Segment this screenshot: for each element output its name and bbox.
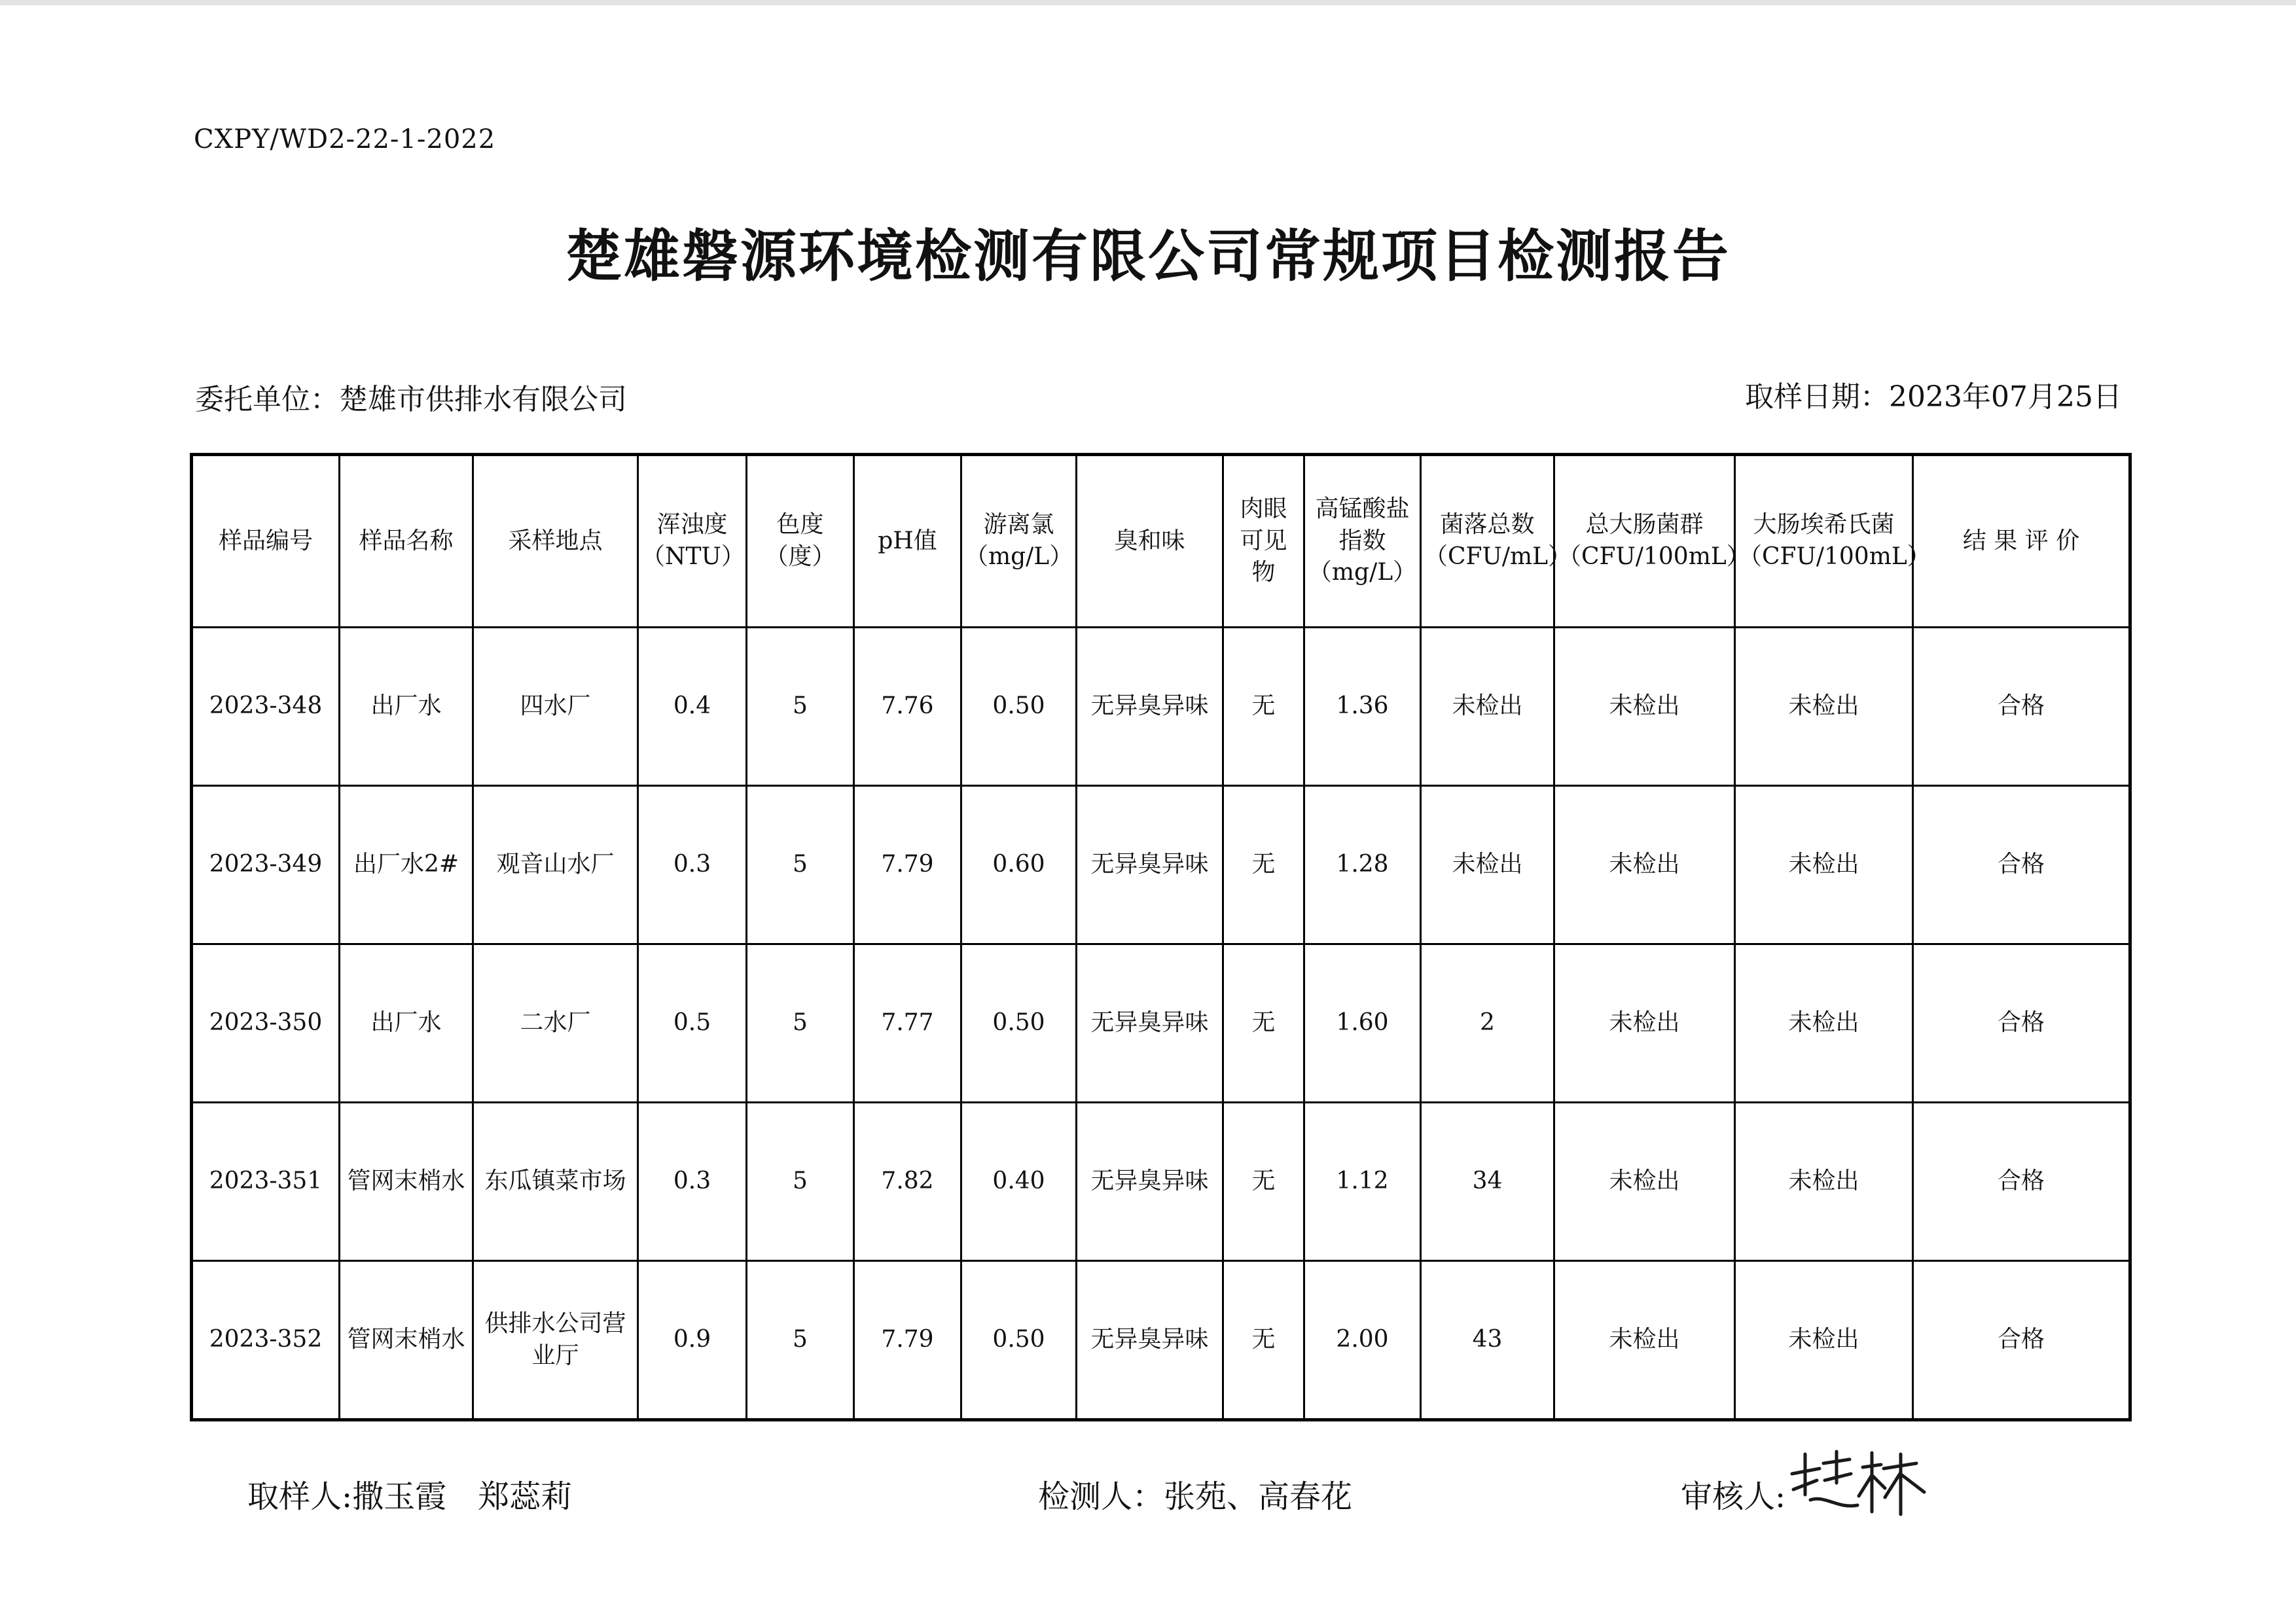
table-cell: 未检出 [1554,628,1735,786]
table-cell: 无异臭异味 [1077,628,1223,786]
table-cell: 0.50 [961,1261,1077,1420]
table-cell: 东瓜镇菜市场 [473,1103,638,1261]
tester: 检测人：张苑、高春花 [1038,1478,1353,1515]
column-header-text: 大肠埃希氏菌 [1753,511,1895,539]
column-header-text: 物 [1251,559,1276,586]
table-row [192,1103,2130,1261]
column-header-text: （CFU/100mL） [1558,543,1750,570]
table-cell: 无异臭异味 [1077,1261,1223,1420]
table-cell: 出厂水2# [340,786,473,944]
reviewer-label: 审核人: [1681,1478,1786,1515]
table-cell: 2023-349 [192,786,340,944]
table-cell: 1.36 [1304,628,1421,786]
column-header [638,455,747,628]
table-cell: 无 [1223,1103,1304,1261]
column-header [1304,455,1421,628]
top-rule [0,0,2296,5]
table-cell: 出厂水 [340,628,473,786]
report-title: 楚雄磐源环境检测有限公司常规项目检测报告 [565,223,1731,289]
table-cell: 无 [1223,628,1304,786]
table-cell: 34 [1421,1103,1554,1261]
table-row [192,786,2130,944]
column-header-text: （mg/L） [965,543,1073,570]
table-cell: 观音山水厂 [473,786,638,944]
table-cell: 2 [1421,944,1554,1103]
column-header [340,455,473,628]
table-cell: 1.28 [1304,786,1421,944]
table-cell: 无 [1223,786,1304,944]
table-cell: 未检出 [1554,1103,1735,1261]
column-header [473,455,638,628]
column-header-text: 采样地点 [508,527,603,554]
table-cell: 未检出 [1735,786,1913,944]
table-cell: 出厂水 [340,944,473,1103]
column-header-text: 样品编号 [218,527,313,554]
table-cell: 0.3 [638,1103,747,1261]
column-header [1421,455,1572,628]
table-row [192,944,2130,1103]
table-cell: 1.60 [1304,944,1421,1103]
table-cell: 0.40 [961,1103,1077,1261]
column-header-text: （mg/L） [1308,559,1417,586]
column-header-text: 可见 [1240,527,1287,554]
column-header-text: 臭和味 [1114,527,1185,554]
table-cell: 未检出 [1735,1261,1913,1420]
table-cell: 5 [747,786,854,944]
table-cell: 管网末梢水 [340,1103,473,1261]
column-header-text: 总大肠菌群 [1585,511,1704,539]
table-cell: 供排水公司营业厅 [473,1261,638,1420]
table-cell: 0.5 [638,944,747,1103]
column-header [854,455,961,628]
header-row [192,455,2130,628]
table-cell: 未检出 [1554,786,1735,944]
table-cell: 7.82 [854,1103,961,1261]
table-cell: 2023-351 [192,1103,340,1261]
table-row [192,1261,2130,1420]
table-cell: 合格 [1913,628,2130,786]
table-cell: 未检出 [1735,944,1913,1103]
table-cell: 无 [1223,1261,1304,1420]
table-cell: 2023-348 [192,628,340,786]
table-cell: 合格 [1913,944,2130,1103]
column-header-text: 肉眼 [1240,495,1287,523]
table-cell: 0.50 [961,628,1077,786]
table-row [192,628,2130,786]
table-cell: 2023-350 [192,944,340,1103]
table-cell: 无异臭异味 [1077,1103,1223,1261]
table-cell: 未检出 [1554,1261,1735,1420]
table-body [192,628,2130,1420]
column-header-text: （CFU/100mL） [1738,543,1931,570]
table-cell: 无异臭异味 [1077,944,1223,1103]
column-header-text: 样品名称 [359,527,454,554]
table-cell: 0.60 [961,786,1077,944]
column-header-text: （NTU） [641,543,745,570]
sampling-date: 取样日期：2023年07月25日 [1745,380,2122,414]
column-header [1913,455,2130,628]
reviewer-signature [1785,1449,1929,1521]
table-cell: 未检出 [1735,1103,1913,1261]
table-cell: 二水厂 [473,944,638,1103]
table-cell: 7.79 [854,1261,961,1420]
results-table [190,453,2132,1421]
table-cell: 无异臭异味 [1077,786,1223,944]
table-cell: 2.00 [1304,1261,1421,1420]
column-header-text: （CFU/mL） [1424,543,1572,570]
table-cell: 合格 [1913,786,2130,944]
table-cell: 0.50 [961,944,1077,1103]
column-header-text: pH值 [878,527,937,554]
table-cell: 0.9 [638,1261,747,1420]
table-cell: 7.79 [854,786,961,944]
table-cell: 7.77 [854,944,961,1103]
column-header [192,455,340,628]
table-cell: 7.76 [854,628,961,786]
table-cell: 管网末梢水 [340,1261,473,1420]
column-header [1223,455,1304,628]
column-header [961,455,1077,628]
column-header [1735,455,1931,628]
table-cell: 5 [747,628,854,786]
client-unit: 委托单位：楚雄市供排水有限公司 [195,383,627,416]
column-header-text: 游离氯 [983,511,1054,539]
column-header [747,455,854,628]
table-cell: 43 [1421,1261,1554,1420]
table-cell: 0.3 [638,786,747,944]
column-header-text: 指数 [1338,527,1386,554]
table-cell: 2023-352 [192,1261,340,1420]
table-cell: 四水厂 [473,628,638,786]
column-header-text: 色度 [776,511,824,539]
table-cell: 无 [1223,944,1304,1103]
table-cell: 5 [747,1103,854,1261]
table-cell: 合格 [1913,1261,2130,1420]
document-code: CXPY/WD2-22-1-2022 [194,124,496,154]
column-header-text: （度） [764,543,836,570]
table-cell: 合格 [1913,1103,2130,1261]
table-cell: 未检出 [1421,628,1554,786]
table-cell: 5 [747,1261,854,1420]
table-cell: 0.4 [638,628,747,786]
table-cell: 未检出 [1421,786,1554,944]
table-cell: 未检出 [1735,628,1913,786]
column-header [1554,455,1750,628]
table-cell: 1.12 [1304,1103,1421,1261]
column-header [1077,455,1223,628]
sampler: 取样人:撒玉霞 郑蕊莉 [247,1478,573,1515]
table-cell: 5 [747,944,854,1103]
column-header-text: 菌落总数 [1440,511,1535,539]
column-header-text: 高锰酸盐 [1315,495,1410,523]
column-header-text: 浑浊度 [656,511,728,539]
table-cell: 未检出 [1554,944,1735,1103]
column-header-text: 结 果 评 价 [1962,527,2080,554]
